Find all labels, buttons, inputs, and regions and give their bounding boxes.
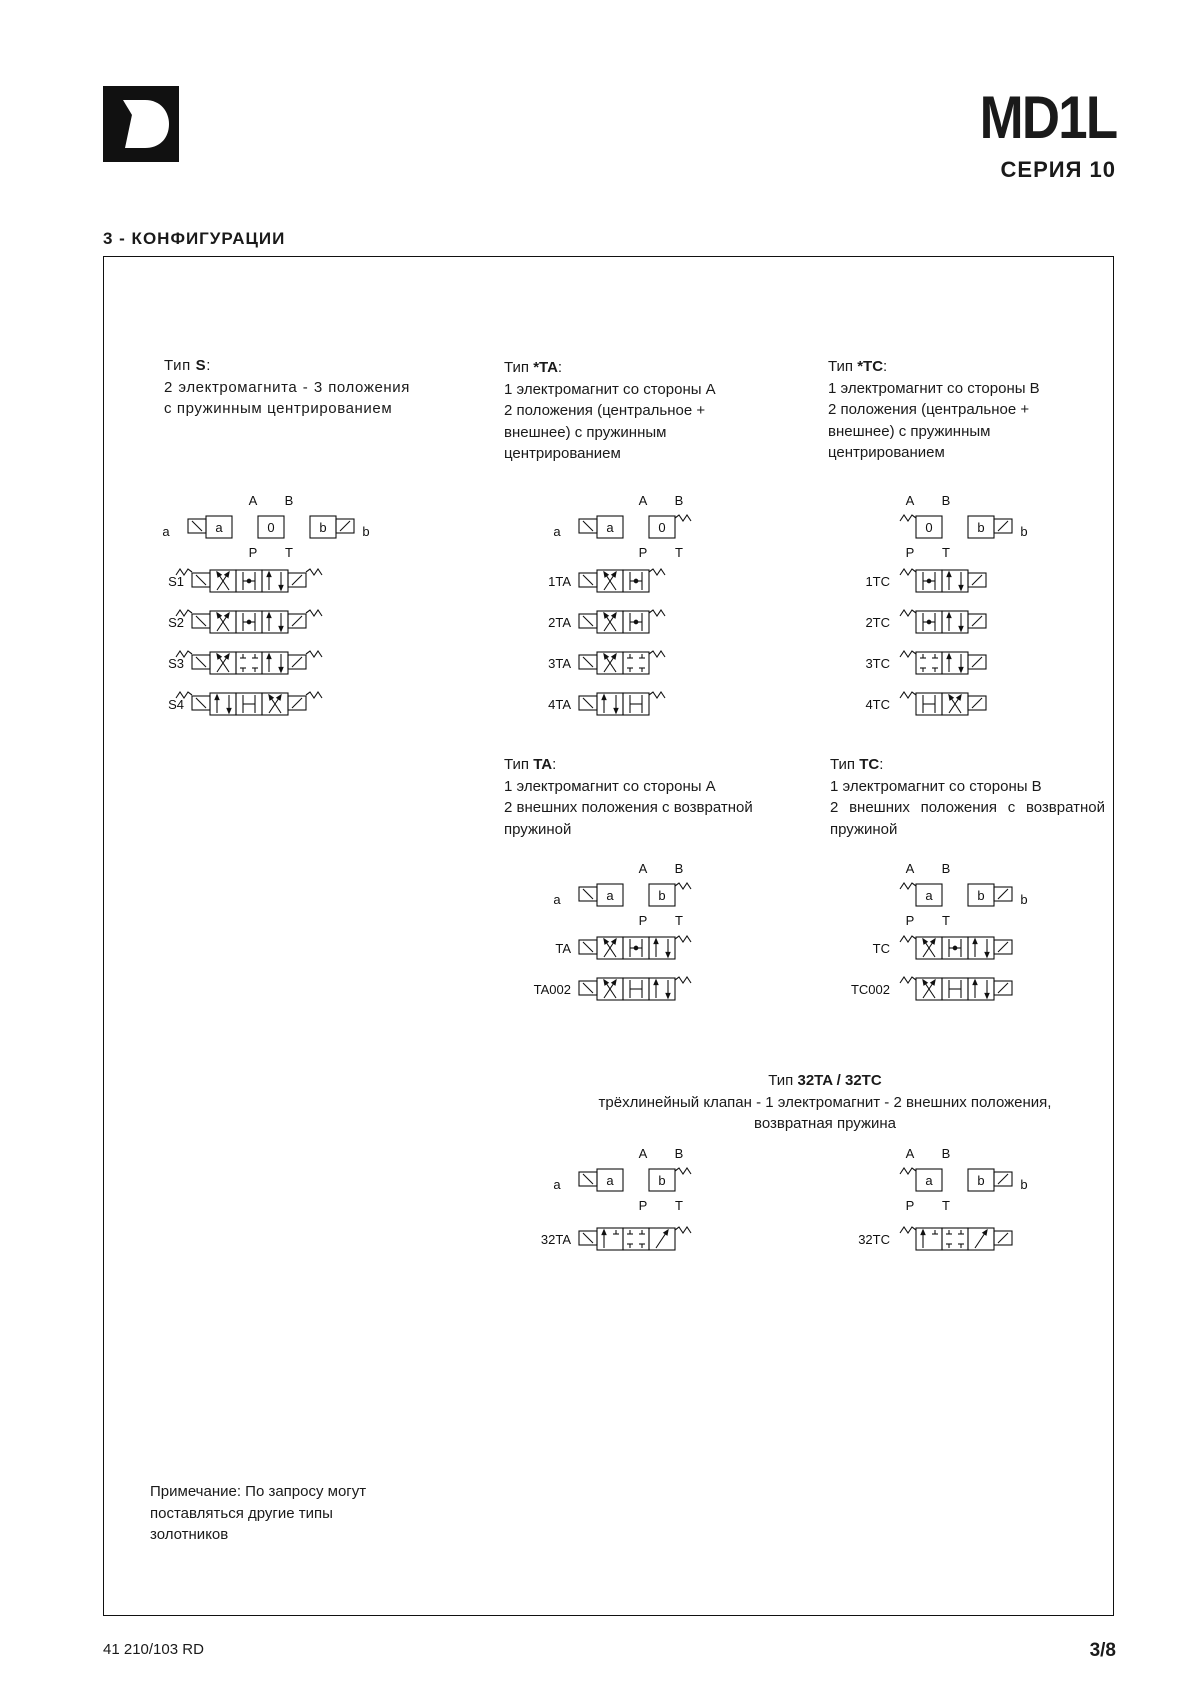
solenoid-b-label: b xyxy=(1020,1177,1028,1192)
position-label: b xyxy=(977,1173,985,1188)
port-t-label: T xyxy=(675,1198,683,1213)
port-p-label: P xyxy=(638,913,648,928)
type-star-ta-config xyxy=(579,610,665,633)
document-code: 41 210/103 RD xyxy=(103,1641,204,1658)
config-label: 32TA xyxy=(540,1232,571,1247)
type-32ta-config xyxy=(579,1227,691,1250)
type-ta-header-symbol xyxy=(579,883,691,906)
solenoid-a-label: a xyxy=(162,524,170,539)
type-star-tc-config xyxy=(900,692,986,715)
port-b-label: B xyxy=(284,493,294,508)
type-star-ta-header-symbol xyxy=(579,515,691,538)
port-b-label: B xyxy=(941,493,951,508)
config-label: 2TA xyxy=(548,615,571,630)
type-tc-description: Тип TC: 1 электромагнит со стороны В 2 внешних положения с возвратной пружиной xyxy=(830,756,1105,838)
position-label: b xyxy=(977,520,985,535)
position-label: b xyxy=(977,888,985,903)
port-t-label: T xyxy=(285,545,293,560)
position-label: 0 xyxy=(267,520,275,535)
port-a-label: A xyxy=(248,493,258,508)
type-32tc-header-symbol xyxy=(900,1168,1012,1191)
position-label: b xyxy=(658,1173,666,1188)
config-label: S1 xyxy=(168,574,184,589)
type-star-ta-config xyxy=(579,651,665,674)
series-label: СЕРИЯ 10 xyxy=(1000,157,1116,182)
config-label: TC xyxy=(872,941,890,956)
position-label: 0 xyxy=(658,520,666,535)
type-ta-description: Тип TA: 1 электромагнит со стороны А 2 внешних положения с возвратной пружиной xyxy=(504,756,753,838)
config-label: S2 xyxy=(168,615,184,630)
type-s-description: Тип S: 2 электромагнита - 3 положения с пружинным центрированием xyxy=(164,357,410,417)
section-title: 3 - КОНФИГУРАЦИИ xyxy=(103,229,286,248)
port-b-label: B xyxy=(941,1146,951,1161)
position-label: a xyxy=(606,520,614,535)
type-star-ta-config xyxy=(579,569,665,592)
port-t-label: T xyxy=(675,913,683,928)
type-32tc-config xyxy=(900,1227,1012,1250)
port-a-label: A xyxy=(638,1146,648,1161)
type-32-description: Тип 32TA / 32TC трёхлинейный клапан - 1 электромагнит - 2 внешних положения, возвратная пружина xyxy=(598,1072,1052,1132)
port-a-label: A xyxy=(638,493,648,508)
product-title: MD1L xyxy=(979,84,1116,151)
position-label: 0 xyxy=(925,520,933,535)
type-ta-config xyxy=(579,936,691,959)
note: Примечание: По запросу могут поставляться другие типы золотников xyxy=(150,1483,367,1543)
solenoid-b-label: b xyxy=(1020,892,1028,907)
config-label: 32TC xyxy=(858,1232,890,1247)
position-label: b xyxy=(319,520,327,535)
port-a-label: A xyxy=(905,861,915,876)
position-label: b xyxy=(658,888,666,903)
config-label: TA002 xyxy=(533,982,571,997)
port-a-label: A xyxy=(905,1146,915,1161)
solenoid-a-label: a xyxy=(553,892,561,907)
position-label: a xyxy=(925,888,933,903)
type-ta-config xyxy=(579,977,691,1000)
config-label: 1TA xyxy=(548,574,571,589)
port-t-label: T xyxy=(942,1198,950,1213)
type-tc-config xyxy=(900,977,1012,1000)
type-s-config xyxy=(176,569,322,592)
type-star-tc-config xyxy=(900,610,986,633)
config-label: TC002 xyxy=(850,982,890,997)
config-label: 4TC xyxy=(865,697,890,712)
type-32ta-header-symbol xyxy=(579,1168,691,1191)
port-b-label: B xyxy=(674,493,684,508)
port-t-label: T xyxy=(942,913,950,928)
type-star-tc-config xyxy=(900,569,986,592)
type-s-config xyxy=(176,610,322,633)
config-label: 4TA xyxy=(548,697,571,712)
config-label: 1TC xyxy=(865,574,890,589)
port-p-label: P xyxy=(638,1198,648,1213)
config-label: TA xyxy=(555,941,571,956)
position-label: a xyxy=(606,1173,614,1188)
page-number: 3/8 xyxy=(1089,1640,1116,1661)
port-b-label: B xyxy=(674,1146,684,1161)
solenoid-b-label: b xyxy=(1020,524,1028,539)
type-star-tc-description: Тип *TC: 1 электромагнит со стороны В 2 положения (центральное + внешнее) с пружинным центрированием xyxy=(828,358,1040,461)
position-label: a xyxy=(606,888,614,903)
type-star-ta-config xyxy=(579,692,665,715)
port-p-label: P xyxy=(905,545,915,560)
config-label: S3 xyxy=(168,656,184,671)
type-s-config xyxy=(176,651,322,674)
type-star-ta-description: Тип *TA: 1 электромагнит со стороны А 2 положения (центральное + внешнее) с пружинным центрированием xyxy=(504,359,716,462)
type-s-config xyxy=(176,692,322,715)
port-p-label: P xyxy=(638,545,648,560)
config-label: 3TA xyxy=(548,656,571,671)
position-label: a xyxy=(925,1173,933,1188)
solenoid-a-label: a xyxy=(553,524,561,539)
port-a-label: A xyxy=(905,493,915,508)
type-tc-header-symbol xyxy=(900,883,1012,906)
config-label: 3TC xyxy=(865,656,890,671)
port-b-label: B xyxy=(941,861,951,876)
type-star-tc-config xyxy=(900,651,986,674)
solenoid-a-label: a xyxy=(553,1177,561,1192)
port-p-label: P xyxy=(905,1198,915,1213)
config-label: 2TC xyxy=(865,615,890,630)
port-a-label: A xyxy=(638,861,648,876)
port-p-label: P xyxy=(248,545,258,560)
port-t-label: T xyxy=(942,545,950,560)
type-tc-config xyxy=(900,936,1012,959)
type-star-tc-header-symbol xyxy=(900,515,1012,538)
port-b-label: B xyxy=(674,861,684,876)
solenoid-b-label: b xyxy=(362,524,370,539)
port-p-label: P xyxy=(905,913,915,928)
position-label: a xyxy=(215,520,223,535)
port-t-label: T xyxy=(675,545,683,560)
config-label: S4 xyxy=(168,697,184,712)
